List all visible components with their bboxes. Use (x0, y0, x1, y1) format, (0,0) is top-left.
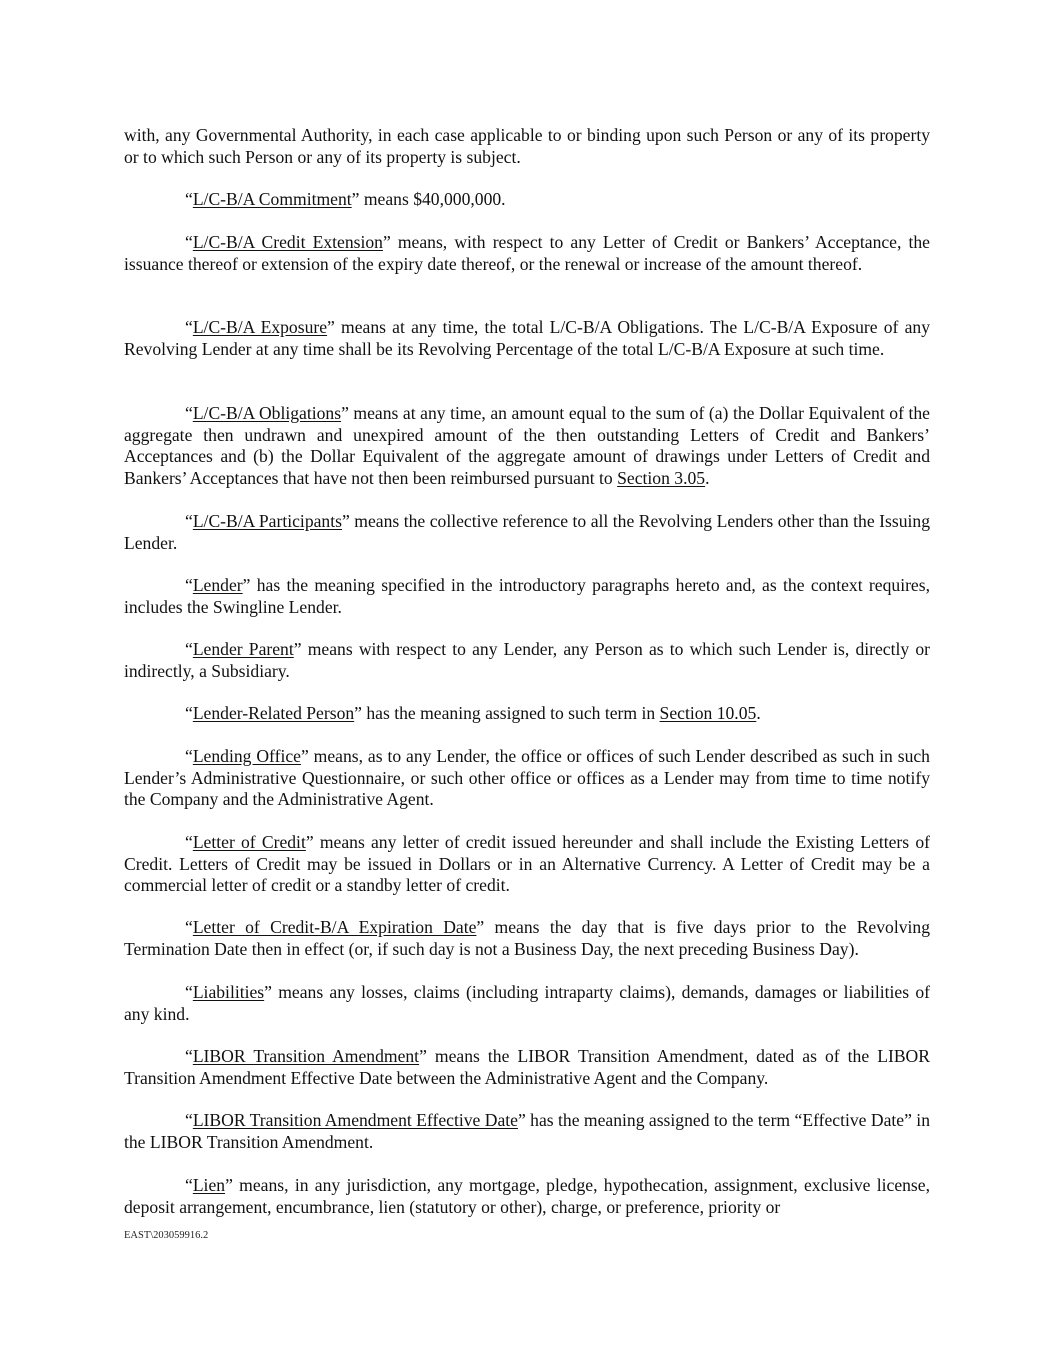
defined-term: Lien (192, 1175, 226, 1195)
definition-lcba-obligations: “L/C-B/A Obligations” means at any time, an amount equal to the sum of (a) the Dollar Equivalent of the aggregate then undrawn and unexpired amount of the then outstanding Letters of Credit and Bankers’ Acceptances and (b) the Dollar Equivalent of the aggregate amount of drawings under Letters of Credit and Bankers’ Acceptances that have not then been reimbursed pursuant to Section 3.05. (124, 403, 930, 488)
defined-term: Letter of Credit-B/A Expiration Date (192, 917, 477, 937)
definition-liabilities: “Liabilities” means any losses, claims (including intraparty claims), demands, damages or liabilities of any kind. (124, 982, 930, 1024)
defined-term: LIBOR Transition Amendment (192, 1046, 420, 1066)
defined-term: L/C-B/A Participants (192, 511, 342, 531)
definition-libor-transition-amendment: “LIBOR Transition Amendment” means the LIBOR Transition Amendment, dated as of the LIBOR Transition Amendment Effective Date between the Administrative Agent and the Company. (124, 1046, 930, 1088)
section-reference-10-05: Section 10.05 (659, 703, 757, 723)
definition-letter-of-credit-ba-expiration-date: “Letter of Credit-B/A Expiration Date” means the day that is five days prior to the Revolving Termination Date then in effect (or, if such day is not a Business Day, the next preceding Business Day). (124, 917, 930, 959)
definition-lender: “Lender” has the meaning specified in the introductory paragraphs hereto and, as the context requires, includes the Swingline Lender. (124, 575, 930, 617)
paragraph-continuation: with, any Governmental Authority, in each case applicable to or binding upon such Person or any of its property or to which such Person or any of its property is subject. (124, 125, 930, 167)
definition-letter-of-credit: “Letter of Credit” means any letter of credit issued hereunder and shall include the Existing Letters of Credit. Letters of Credit may be issued in Dollars or in an Alternative Currency. A Letter of Credit may be a commercial letter of credit or a standby letter of credit. (124, 832, 930, 896)
definition-lcba-commitment: “L/C-B/A Commitment” means $40,000,000. (185, 189, 506, 209)
definition-lcba-participants: “L/C-B/A Participants” means the collective reference to all the Revolving Lenders other than the Issuing Lender. (124, 511, 930, 553)
definition-lending-office: “Lending Office” means, as to any Lender, the office or offices of such Lender described as such in such Lender’s Administrative Questionnaire, or such other office or offices as a Lender may from time to time notify the Company and the Administrative Agent. (124, 746, 930, 810)
defined-term: Liabilities (192, 982, 265, 1002)
defined-term: L/C-B/A Credit Extension (192, 232, 383, 252)
defined-term: L/C-B/A Obligations (192, 403, 342, 423)
definition-lcba-credit-extension: “L/C-B/A Credit Extension” means, with respect to any Letter of Credit or Bankers’ Acceptance, the issuance thereof or extension of the expiry date thereof, or the renewal or increase of the amount thereof. (124, 232, 930, 274)
defined-term: Lender (192, 575, 243, 595)
definition-libor-transition-amendment-effective-date: “LIBOR Transition Amendment Effective Date” has the meaning assigned to the term “Effective Date” in the LIBOR Transition Amendment. (124, 1110, 930, 1152)
defined-term: Lender-Related Person (192, 703, 355, 723)
definition-lcba-exposure: “L/C-B/A Exposure” means at any time, the total L/C-B/A Obligations. The L/C-B/A Exposure of any Revolving Lender at any time shall be its Revolving Percentage of the total L/C-B/A Exposure at such time. (124, 317, 931, 359)
defined-term: L/C-B/A Commitment (192, 189, 352, 209)
defined-term: Lending Office (192, 746, 301, 766)
definition-lender-related-person: “Lender-Related Person” has the meaning assigned to such term in Section 10.05. (185, 703, 761, 723)
defined-term: Lender Parent (192, 639, 294, 659)
definition-lien: “Lien” means, in any jurisdiction, any mortgage, pledge, hypothecation, assignment, exclusive license, deposit arrangement, encumbrance, lien (statutory or other), charge, or preference, priority or (124, 1175, 930, 1217)
section-reference-3-05: Section 3.05 (617, 467, 706, 488)
defined-term: L/C-B/A Exposure (192, 317, 328, 337)
document-id-footer: EAST\203059916.2 (124, 1230, 209, 1241)
defined-term: LIBOR Transition Amendment Effective Date (192, 1110, 518, 1130)
defined-term: Letter of Credit (192, 832, 306, 852)
definition-lender-parent: “Lender Parent” means with respect to any Lender, any Person as to which such Lender is, directly or indirectly, a Subsidiary. (124, 639, 930, 681)
